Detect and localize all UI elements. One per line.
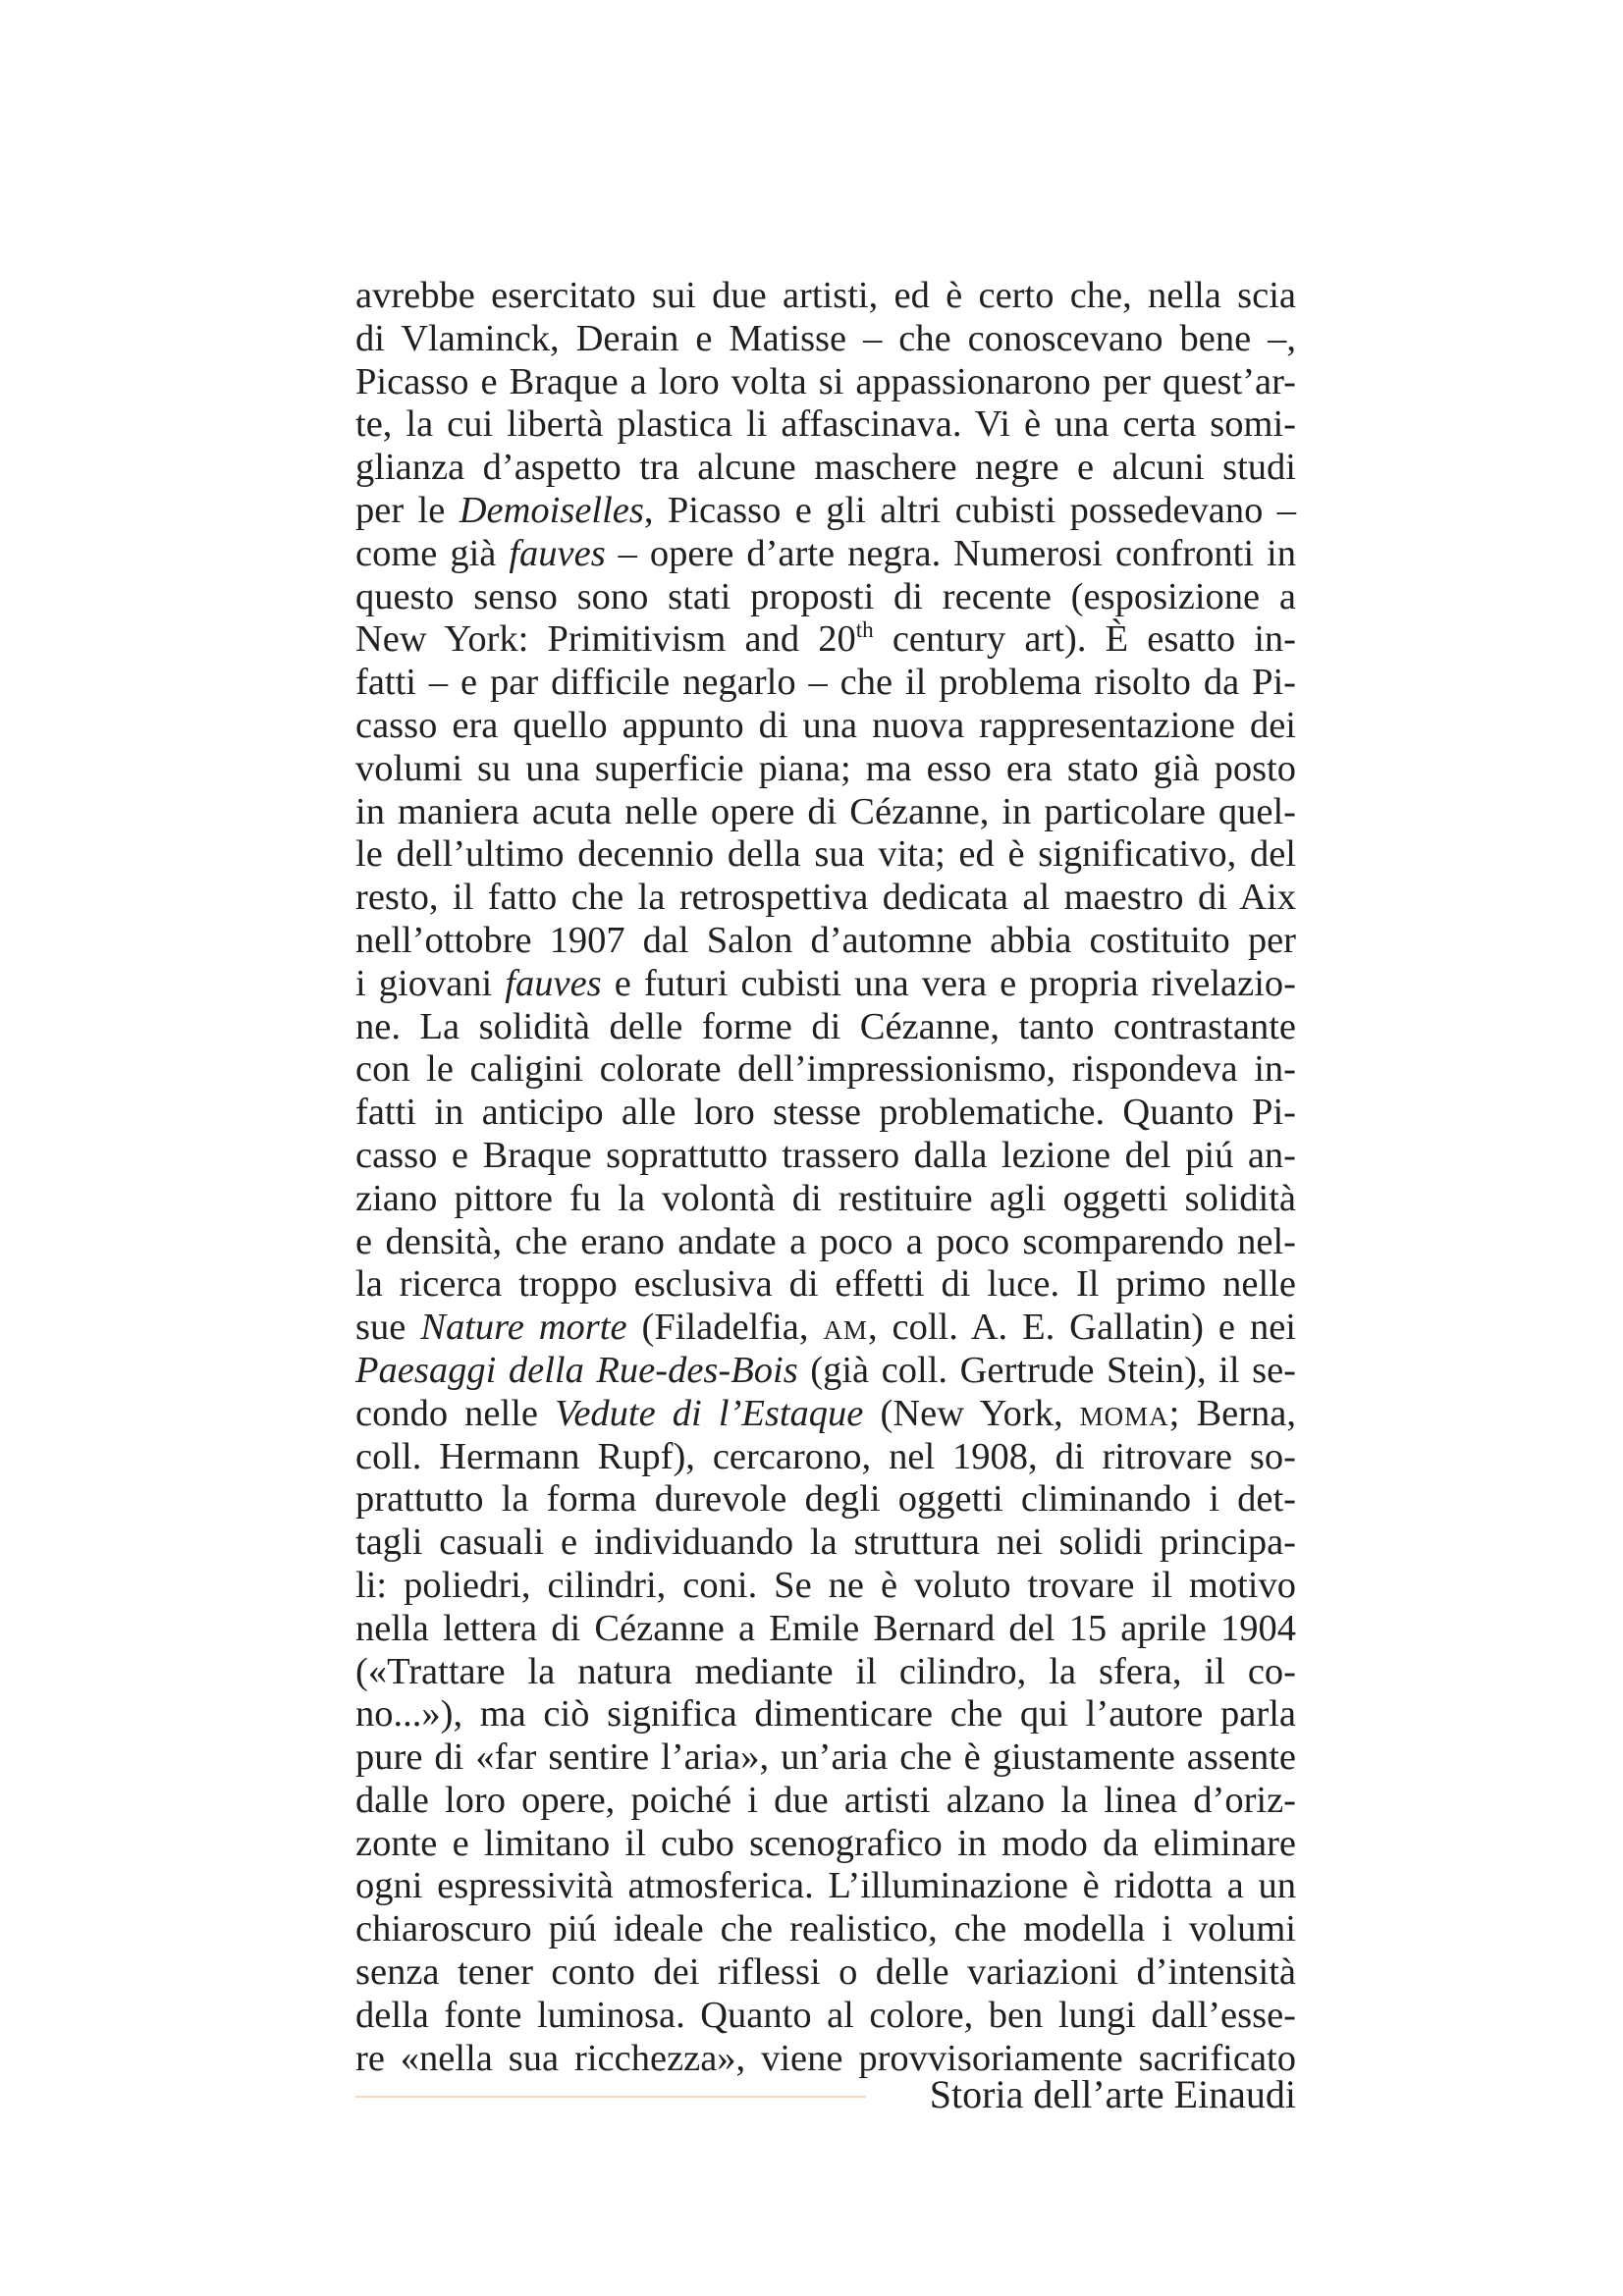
text-run: New York: Primitivism and 20	[355, 618, 856, 661]
text-run: ; Berna,	[1168, 1392, 1297, 1434]
text-line	[355, 490, 1296, 533]
text-run: coll. Hermann Rupf), cercarono, nel 1908, di ritrovare so-	[355, 1435, 1296, 1477]
italic-text: fauves	[505, 962, 602, 1004]
text-line	[355, 963, 1296, 1006]
text-line	[355, 662, 1296, 705]
text-run: nell’ottobre 1907 dal Salon d’automne abbia costituito per	[355, 919, 1296, 961]
text-line	[355, 1651, 1296, 1694]
text-line	[355, 1307, 1296, 1350]
text-line	[355, 533, 1296, 576]
text-run: come già	[355, 532, 510, 574]
text-line	[355, 1995, 1296, 2038]
text-line	[355, 1006, 1296, 1049]
text-line	[355, 1823, 1296, 1866]
text-run: (già coll. Gertrude Stein), il se-	[797, 1349, 1296, 1391]
page-footer	[355, 2065, 1296, 2124]
text-line	[355, 920, 1296, 963]
italic-text: fauves	[509, 532, 606, 574]
text-run: ziano pittore fu la volontà di restituire agli oggetti solidità	[355, 1177, 1296, 1219]
text-line	[355, 833, 1296, 877]
text-run: century art). È esatto in-	[873, 618, 1296, 661]
text-line	[355, 576, 1296, 619]
text-run: in maniera acuta nelle opere di Cézanne, in particolare quel-	[355, 790, 1296, 832]
text-line	[355, 1048, 1296, 1092]
text-line	[355, 1693, 1296, 1736]
text-line	[355, 1522, 1296, 1565]
text-line	[355, 1263, 1296, 1307]
text-run: resto, il fatto che la retrospettiva dedicata al maestro di Aix	[355, 877, 1296, 919]
text-run: tagli casuali e individuando la struttura nei solidi principa-	[355, 1522, 1296, 1564]
text-run: glianza d’aspetto tra alcune maschere negre e alcuni studi	[355, 447, 1296, 489]
italic-text: Demoiselles	[459, 489, 644, 531]
text-run: te, la cui libertà plastica li affascinava. Vi è una certa somi-	[355, 403, 1296, 446]
text-run: e densità, che erano andate a poco a poco scomparendo nel-	[355, 1220, 1296, 1262]
text-line	[355, 1608, 1296, 1651]
text-run: le dell’ultimo decennio della sua vita; ed è significativo, del	[355, 833, 1296, 876]
body-text	[355, 275, 1296, 2080]
text-run: Picasso e Braque a loro volta si appassionarono per quest’ar-	[355, 360, 1296, 402]
footer-title: Storia dell’arte Einaudi	[929, 2072, 1296, 2116]
text-run: nella lettera di Cézanne a Emile Bernard del 15 aprile 1904	[355, 1607, 1296, 1649]
text-line	[355, 1565, 1296, 1608]
text-run: per le	[355, 489, 460, 531]
text-run: ne. La solidità delle forme di Cézanne, tanto contrastante	[355, 1005, 1296, 1047]
text-run: ogni espressività atmosferica. L’illuminazione è ridotta a un	[355, 1865, 1296, 1907]
text-run: casso era quello appunto di una nuova rappresentazione dei	[355, 704, 1296, 746]
text-line	[355, 1393, 1296, 1436]
text-run: no...»), ma ciò significa dimenticare che qui l’autore parla	[355, 1693, 1296, 1735]
text-run: fatti – e par difficile negarlo – che il problema risolto da Pi-	[355, 662, 1296, 704]
text-run: con le caligini colorate dell’impressionismo, rispondeva in-	[355, 1048, 1296, 1091]
text-run: re «nella sua ricchezza», viene provvisoriamente sacrificato	[355, 2037, 1296, 2079]
text-line	[355, 877, 1296, 920]
text-line	[355, 791, 1296, 834]
smallcaps-text: moma	[1079, 1392, 1169, 1434]
text-run: sue	[355, 1307, 421, 1349]
text-line	[355, 748, 1296, 791]
text-run: , Picasso e gli altri cubisti possedevano –	[643, 489, 1296, 531]
text-line	[355, 705, 1296, 748]
text-run: pure di «far sentire l’aria», un’aria che è giustamente assente	[355, 1736, 1296, 1779]
text-run: questo senso sono stati proposti di recente (esposizione a	[355, 575, 1296, 617]
text-run: prattutto la forma durevole degli oggetti climinando i det-	[355, 1478, 1296, 1521]
text-line	[355, 618, 1296, 662]
text-run: li: poliedri, cilindri, coni. Se ne è voluto trovare il motivo	[355, 1564, 1296, 1606]
italic-text: Vedute di l’Estaque	[555, 1392, 864, 1434]
text-line	[355, 1908, 1296, 1951]
text-run: zonte e limitano il cubo scenografico in modo da eliminare	[355, 1822, 1296, 1864]
text-line	[355, 1478, 1296, 1522]
text-line	[355, 1221, 1296, 1264]
text-line	[355, 1736, 1296, 1780]
text-run: avrebbe esercitato sui due artisti, ed è certo che, nella scia	[355, 275, 1296, 316]
superscript-text: th	[855, 616, 874, 643]
text-line	[355, 275, 1296, 318]
text-run: la ricerca troppo esclusiva di effetti di luce. Il primo nelle	[355, 1263, 1296, 1306]
text-run: e futuri cubisti una vera e propria rivelazio-	[601, 962, 1296, 1004]
text-line	[355, 1865, 1296, 1908]
text-run: senza tener conto dei riflessi o delle variazioni d’intensità	[355, 1951, 1296, 1994]
text-line	[355, 361, 1296, 404]
text-line	[355, 1436, 1296, 1479]
text-run: di Vlaminck, Derain e Matisse – che conoscevano bene –,	[355, 317, 1296, 359]
text-run: volumi su una superficie piana; ma esso era stato già posto	[355, 747, 1296, 789]
text-run: della fonte luminosa. Quanto al colore, ben lungi dall’esse-	[355, 1994, 1296, 2036]
text-line	[355, 1350, 1296, 1393]
text-line	[355, 1092, 1296, 1135]
text-run: casso e Braque soprattutto trassero dalla lezione del piú an-	[355, 1134, 1296, 1176]
text-run: fatti in anticipo alle loro stesse problematiche. Quanto Pi-	[355, 1092, 1296, 1134]
text-line	[355, 403, 1296, 447]
text-run: dalle loro opere, poiché i due artisti alzano la linea d’oriz-	[355, 1779, 1296, 1821]
text-run: condo nelle	[355, 1392, 556, 1434]
italic-text: Paesaggi della Rue-des-Bois	[355, 1349, 798, 1391]
smallcaps-text: am	[823, 1307, 868, 1349]
text-line	[355, 1780, 1296, 1823]
text-line	[355, 318, 1296, 361]
text-line	[355, 1135, 1296, 1178]
text-run: (Filadelfia,	[626, 1307, 824, 1349]
text-run: – opere d’arte negra. Numerosi confronti in	[605, 532, 1296, 574]
text-run: , coll. A. E. Gallatin) e nei	[867, 1307, 1297, 1349]
text-line	[355, 1178, 1296, 1221]
text-run: i giovani	[355, 962, 506, 1004]
text-run: (New York,	[863, 1392, 1080, 1434]
text-run: chiaroscuro piú ideale che realistico, che modella i volumi	[355, 1908, 1296, 1950]
text-run: («Trattare la natura mediante il cilindro, la sfera, il co-	[355, 1650, 1296, 1692]
italic-text: Nature morte	[420, 1307, 627, 1349]
text-line	[355, 1951, 1296, 1995]
footer-rule	[355, 2096, 866, 2098]
text-line	[355, 447, 1296, 490]
